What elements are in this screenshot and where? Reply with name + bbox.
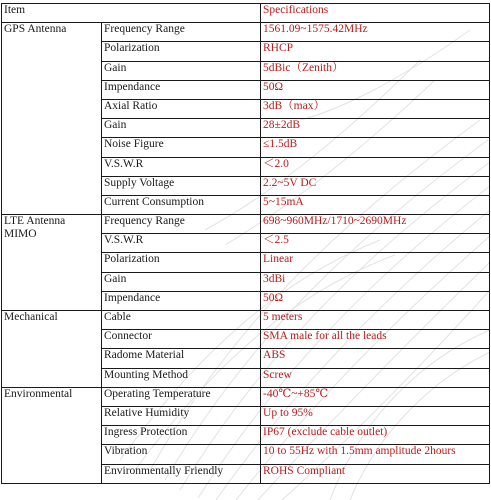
parameter-cell: Cable (102, 311, 261, 330)
value-cell: Linear (261, 253, 490, 272)
parameter-cell: Ingress Protection (102, 426, 261, 445)
group-label-line: LTE Antenna (4, 215, 66, 228)
header-specifications: Specifications (261, 4, 490, 23)
value-cell: ≤1.5dB (261, 138, 490, 157)
value-cell: RHCP (261, 42, 490, 61)
value-cell: Screw (261, 368, 490, 387)
parameter-cell: Current Consumption (102, 195, 261, 214)
value-cell: 50Ω (261, 80, 490, 99)
parameter-cell: Operating Temperature (102, 387, 261, 406)
table-row (2, 311, 490, 330)
value-cell: 698~960MHz/1710~2690MHz (261, 215, 490, 234)
value-cell: ＜2.5 (261, 234, 490, 253)
parameter-cell: Supply Voltage (102, 176, 261, 195)
specification-table-body (2, 4, 490, 484)
value-cell: 28±2dB (261, 119, 490, 138)
group-label (2, 311, 102, 388)
group-label-line: GPS Antenna (4, 23, 67, 36)
group-label-line: Environmental (4, 387, 73, 400)
table-row (2, 215, 490, 234)
header-row (2, 4, 490, 23)
value-cell: -40℃~+85℃ (261, 387, 490, 406)
parameter-cell: Relative Humidity (102, 406, 261, 425)
parameter-cell: Noise Figure (102, 138, 261, 157)
value-cell: ＜2.0 (261, 157, 490, 176)
group-label (2, 387, 102, 483)
value-cell: 5 meters (261, 311, 490, 330)
parameter-cell: Frequency Range (102, 215, 261, 234)
value-cell: 3dBi (261, 272, 490, 291)
value-cell: 3dB（max） (261, 99, 490, 118)
value-cell: ABS (261, 349, 490, 368)
parameter-cell: Vibration (102, 445, 261, 464)
group-label-line: MIMO (4, 227, 37, 240)
parameter-cell: Gain (102, 272, 261, 291)
value-cell: ROHS Compliant (261, 464, 490, 483)
value-cell: 5dBic（Zenith） (261, 61, 490, 80)
parameter-cell: V.S.W.R (102, 234, 261, 253)
parameter-cell: Connector (102, 330, 261, 349)
parameter-cell: Polarization (102, 253, 261, 272)
parameter-cell: Gain (102, 119, 261, 138)
parameter-cell: Mounting Method (102, 368, 261, 387)
parameter-cell: Impendance (102, 80, 261, 99)
parameter-cell: Polarization (102, 42, 261, 61)
value-cell: 1561.09~1575.42MHz (261, 23, 490, 42)
parameter-cell: V.S.W.R (102, 157, 261, 176)
value-cell: 50Ω (261, 291, 490, 310)
value-cell: 10 to 55Hz with 1.5mm amplitude 2hours (261, 445, 490, 464)
value-cell: 2.2~5V DC (261, 176, 490, 195)
value-cell: IP67 (exclude cable outlet) (261, 426, 490, 445)
parameter-cell: Frequency Range (102, 23, 261, 42)
table-row (2, 387, 490, 406)
specification-table (1, 3, 490, 484)
group-label (2, 23, 102, 215)
parameter-cell: Gain (102, 61, 261, 80)
header-item: Item (2, 4, 261, 23)
parameter-cell: Radome Material (102, 349, 261, 368)
group-label-line: Mechanical (4, 311, 58, 323)
group-label (2, 215, 102, 311)
table-row (2, 23, 490, 42)
parameter-cell: Impendance (102, 291, 261, 310)
value-cell: SMA male for all the leads (261, 330, 490, 349)
parameter-cell: Axial Ratio (102, 99, 261, 118)
value-cell: 5~15mA (261, 195, 490, 214)
value-cell: Up to 95% (261, 406, 490, 425)
parameter-cell: Environmentally Friendly (102, 464, 261, 483)
